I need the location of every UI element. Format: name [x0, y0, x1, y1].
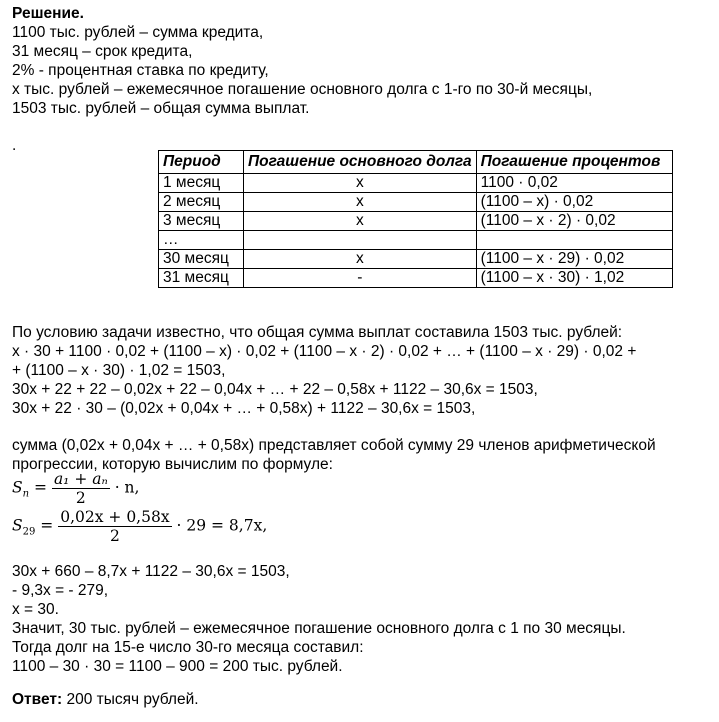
cell-principal: x: [244, 174, 477, 193]
equation-line: x · 30 + 1100 · 0,02 + (1100 – x) · 0,02 + (1100 – x · 2) · 0,02 + … + (1100 – x · 29) · 0,02 +: [12, 343, 637, 360]
equation-line: + (1100 – x · 30) · 1,02 = 1503,: [12, 362, 226, 379]
cell-period: 31 месяц: [159, 269, 244, 288]
cell-interest: (1100 – x) · 0,02: [476, 193, 672, 212]
table-header-row: [159, 151, 673, 174]
solution-title: Решение.: [12, 5, 84, 22]
formula-lhs: S: [12, 516, 23, 535]
fraction: [52, 470, 110, 507]
fraction-numerator: 0,02x + 0,58x: [60, 508, 170, 526]
table-row: [159, 269, 673, 288]
table-row: [159, 250, 673, 269]
text-line: Значит, 30 тыс. рублей – ежемесячное погашение основного долга с 1 по 30 месяцы.: [12, 620, 626, 637]
given-line: 1503 тыс. рублей – общая сумма выплат.: [12, 100, 310, 117]
text-line: Тогда долг на 15-е число 30-го месяца составил:: [12, 639, 364, 656]
cell-period: 30 месяц: [159, 250, 244, 269]
given-line: x тыс. рублей – ежемесячное погашение основного долга с 1-го по 30-й месяцы,: [12, 81, 593, 98]
formula-tail: · n,: [114, 478, 140, 497]
equation-line: 30x + 22 · 30 – (0,02x + 0,04x + … + 0,58x) + 1122 – 30,6x = 1503,: [12, 400, 476, 417]
formula-lhs: S: [12, 478, 23, 497]
cell-principal: x: [244, 193, 477, 212]
table-row: [159, 231, 673, 250]
fraction-denominator: 2: [109, 527, 120, 545]
answer-text: 200 тысяч рублей.: [62, 691, 199, 708]
text-line: сумма (0,02x + 0,04x + … + 0,58x) представляет собой сумму 29 членов арифметической: [12, 437, 656, 454]
payment-table: [158, 150, 673, 288]
given-line: 1100 тыс. рублей – сумма кредита,: [12, 24, 264, 41]
stray-dot: .: [12, 137, 17, 154]
cell-principal: x: [244, 212, 477, 231]
formula-lhs-sub: 29: [22, 526, 36, 538]
col-header-principal: Погашение основного долга: [244, 151, 477, 174]
table-row: [159, 174, 673, 193]
equation-line: - 9,3x = - 279,: [12, 582, 109, 599]
equation-line: По условию задачи известно, что общая сумма выплат составила 1503 тыс. рублей:: [12, 324, 623, 341]
answer-label: Ответ:: [12, 691, 63, 708]
equation-line: 1100 – 30 · 30 = 1100 – 900 = 200 тыс. рублей.: [12, 658, 343, 675]
cell-period: …: [159, 231, 244, 250]
col-header-period: Период: [159, 151, 244, 174]
formula-lhs-sub: n: [22, 488, 30, 500]
fraction-denominator: 2: [75, 489, 86, 507]
fraction: [58, 508, 171, 545]
cell-interest: 1100 · 0,02: [476, 174, 672, 193]
table-row: [159, 212, 673, 231]
given-line: 31 месяц – срок кредита,: [12, 43, 193, 60]
equation-line: x = 30.: [12, 601, 59, 618]
formula-sum-29: $S_{29}$ = $\frac{0,02x + 0,58x}{2}$ · 29 = 8,7x,: [12, 508, 268, 545]
table-row: [159, 193, 673, 212]
cell-interest: (1100 – x · 2) · 0,02: [476, 212, 672, 231]
cell-period: 1 месяц: [159, 174, 244, 193]
text-line: прогрессии, которую вычислим по формуле:: [12, 456, 333, 473]
cell-interest: (1100 – x · 29) · 0,02: [476, 250, 672, 269]
cell-principal: [244, 231, 477, 250]
given-line: 2% - процентная ставка по кредиту,: [12, 62, 269, 79]
formula-sum: $S_n$ = $\frac{\text{a₁ + aₙ}}{2}$ · n,: [12, 470, 140, 507]
cell-principal: -: [244, 269, 477, 288]
cell-interest: [476, 231, 672, 250]
formula-tail: · 29 = 8,7x,: [176, 516, 268, 535]
cell-period: 2 месяц: [159, 193, 244, 212]
fraction-numerator: a₁ + aₙ: [53, 470, 108, 488]
equation-line: 30x + 660 – 8,7x + 1122 – 30,6x = 1503,: [12, 563, 290, 580]
cell-principal: x: [244, 250, 477, 269]
cell-interest: (1100 – x · 30) · 1,02: [476, 269, 672, 288]
equation-line: 30x + 22 + 22 – 0,02x + 22 – 0,04x + … + 22 – 0,58x + 1122 – 30,6x = 1503,: [12, 381, 538, 398]
cell-period: 3 месяц: [159, 212, 244, 231]
answer-line: [12, 690, 199, 709]
col-header-interest: Погашение процентов: [476, 151, 672, 174]
